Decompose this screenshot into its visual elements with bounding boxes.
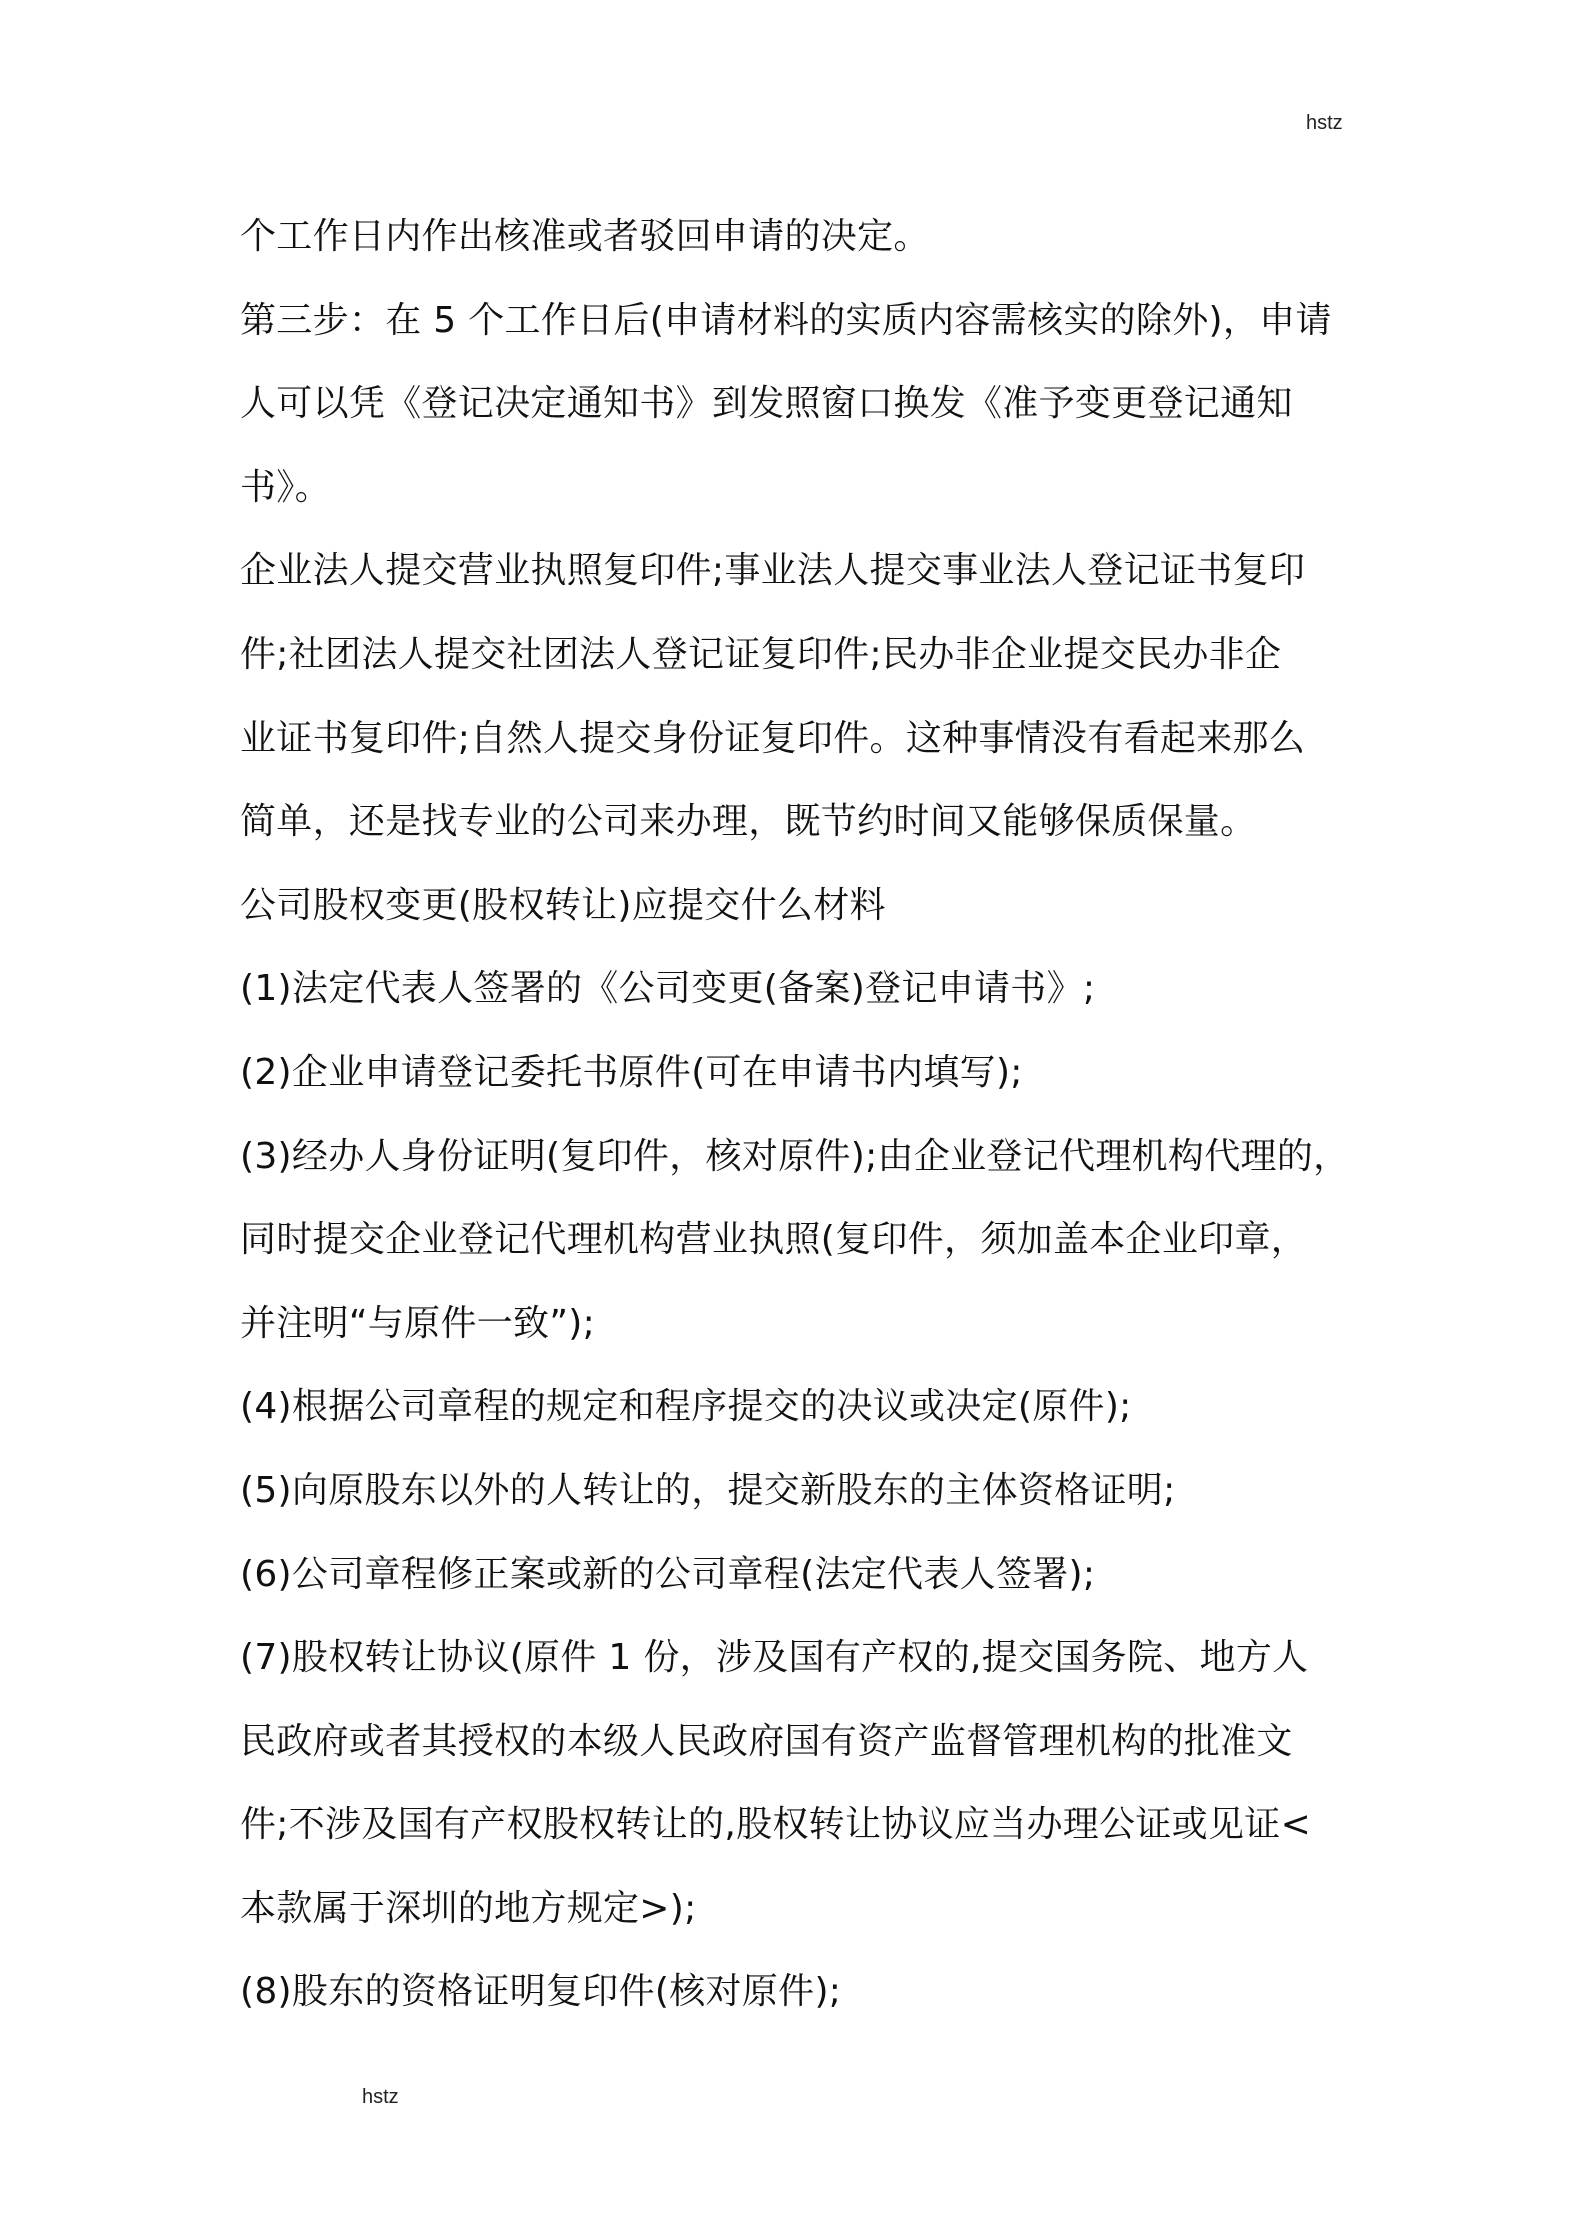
list-item: (7)股权转让协议(原件 1 份，涉及国有产权的,提交国务院、地方人 <box>240 1637 1309 1679</box>
text-line: 业证书复印件;自然人提交身份证复印件。这种事情没有看起来那么 <box>240 717 1306 759</box>
header-watermark: hstz <box>1306 112 1343 134</box>
list-item: (6)公司章程修正案或新的公司章程(法定代表人签署); <box>240 1553 1096 1595</box>
text-line: 个工作日内作出核准或者驳回申请的决定。 <box>240 216 930 257</box>
text-line: 本款属于深圳的地方规定>); <box>240 1887 697 1929</box>
section-heading: 公司股权变更(股权转让)应提交什么材料 <box>240 884 886 926</box>
list-item: (2)企业申请登记委托书原件(可在申请书内填写); <box>240 1051 1023 1093</box>
document-body <box>240 195 1360 2034</box>
text-line: 企业法人提交营业执照复印件;事业法人提交事业法人登记证书复印 <box>240 550 1306 592</box>
text-line: 并注明“与原件一致”); <box>240 1302 596 1344</box>
footer-watermark: hstz <box>362 2086 399 2108</box>
list-item: (8)股东的资格证明复印件(核对原件); <box>240 1971 842 2013</box>
text-line: 件;不涉及国有产权股权转让的,股权转让协议应当办理公证或见证< <box>240 1804 1312 1846</box>
list-item: (3)经办人身份证明(复印件，核对原件);由企业登记代理机构代理的， <box>240 1135 1350 1177</box>
list-item: (5)向原股东以外的人转让的，提交新股东的主体资格证明; <box>240 1469 1176 1511</box>
text-line: 民政府或者其授权的本级人民政府国有资产监督管理机构的批准文 <box>240 1720 1293 1762</box>
list-item: (1)法定代表人签署的《公司变更(备案)登记申请书》; <box>240 968 1096 1010</box>
text-line: 简单，还是找专业的公司来办理，既节约时间又能够保质保量。 <box>240 801 1257 843</box>
text-line: 人可以凭《登记决定通知书》到发照窗口换发《准予变更登记通知 <box>240 383 1293 425</box>
list-item: (4)根据公司章程的规定和程序提交的决议或决定(原件); <box>240 1386 1132 1428</box>
text-line: 第三步：在 5 个工作日后(申请材料的实质内容需核实的除外)，申请 <box>240 299 1332 341</box>
text-line: 件;社团法人提交社团法人登记证复印件;民办非企业提交民办非企 <box>240 633 1282 675</box>
text-line: 书》。 <box>240 466 331 508</box>
text-line: 同时提交企业登记代理机构营业执照(复印件，须加盖本企业印章， <box>240 1219 1308 1261</box>
